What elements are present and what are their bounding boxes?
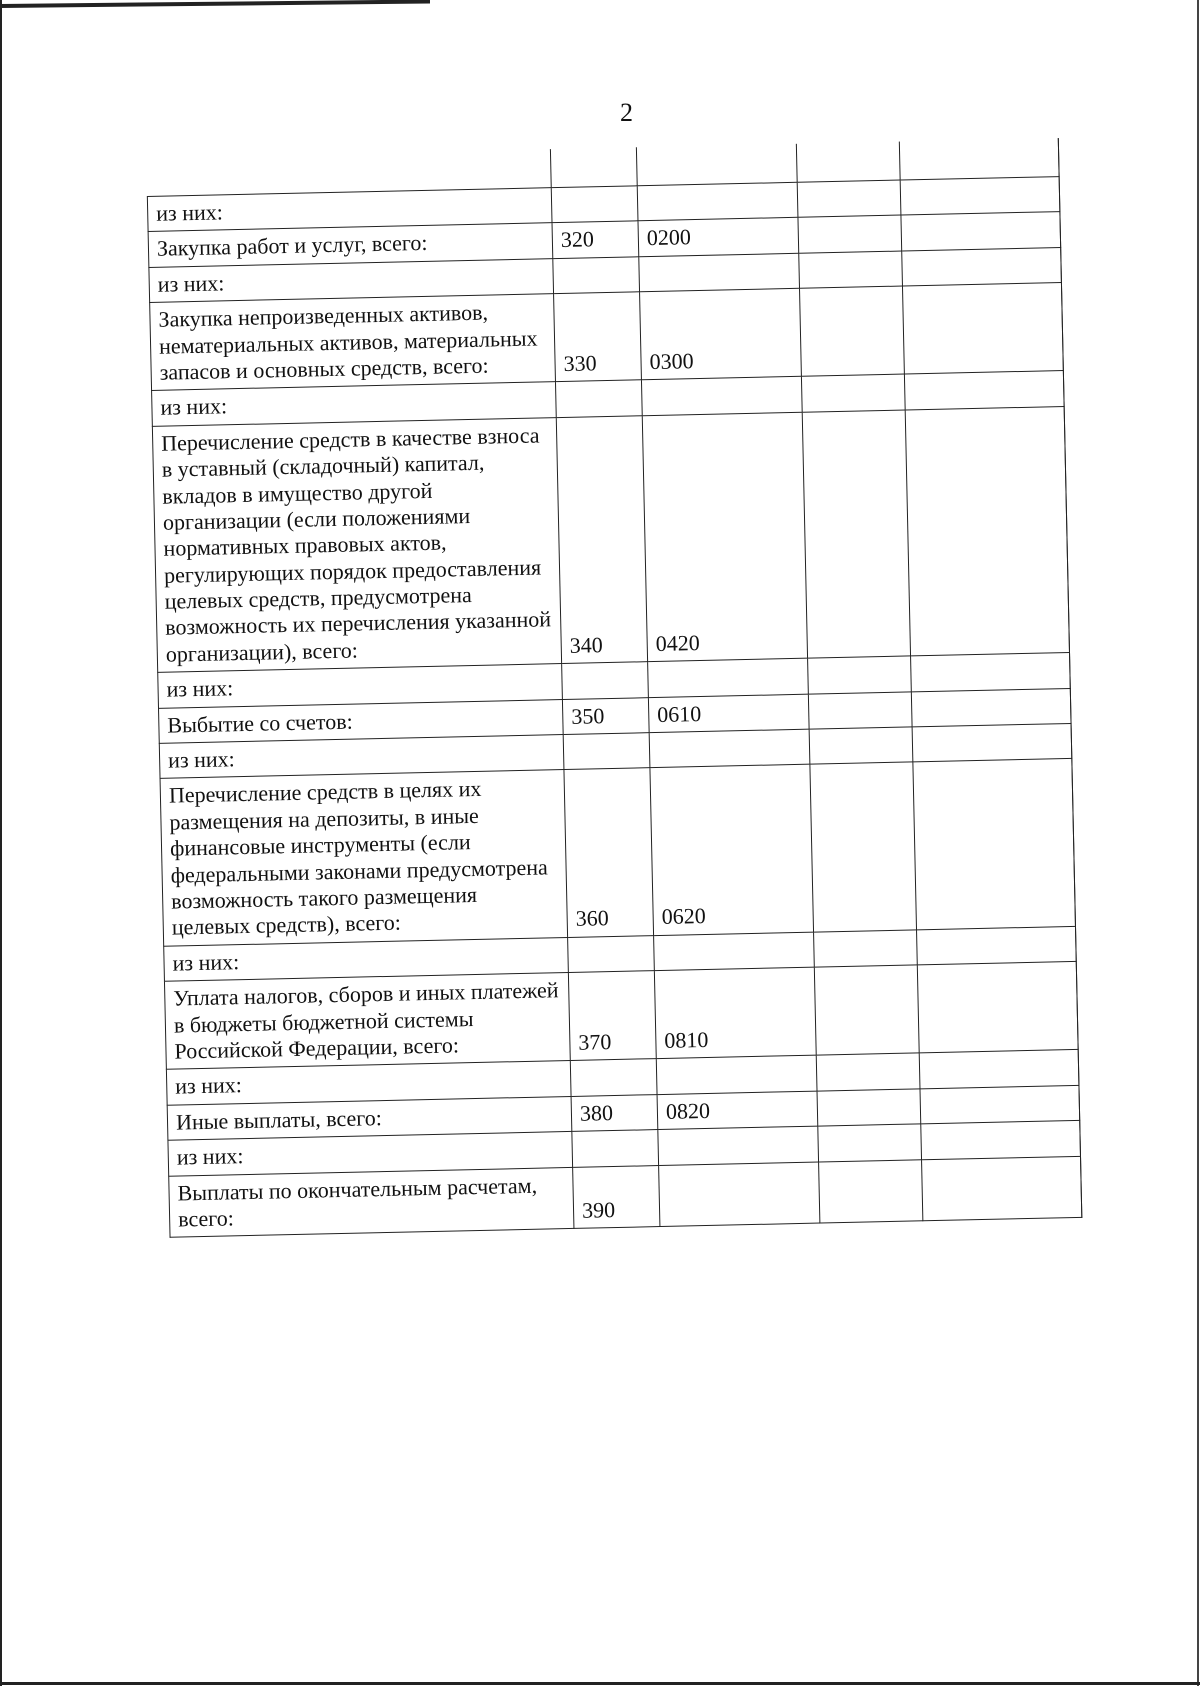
row-classifier-code: 0810 xyxy=(654,967,816,1059)
row-line-code xyxy=(551,186,638,223)
scan-edge-left xyxy=(0,0,2,1686)
report-table xyxy=(146,138,1082,1238)
row-line-code: 360 xyxy=(564,768,654,937)
row-line-code xyxy=(568,935,655,972)
row-line-code: 390 xyxy=(573,1165,660,1229)
scan-edge-bottom xyxy=(0,1682,1200,1685)
row-amount-cell xyxy=(913,759,1076,930)
row-classifier-code xyxy=(656,1055,817,1094)
table-cell-line xyxy=(550,147,637,187)
row-amount-cell xyxy=(818,1124,922,1162)
row-amount-cell xyxy=(809,727,913,765)
row-amount-cell xyxy=(901,212,1061,251)
row-amount-cell xyxy=(919,1050,1079,1089)
table-cell-code xyxy=(636,144,797,186)
row-name: из них: xyxy=(149,258,554,302)
row-classifier-code: 0300 xyxy=(640,288,802,380)
row-amount-cell xyxy=(917,962,1078,1054)
row-name: Перечисление средств в качестве взноса в уставный (складочный) капитал, вкладов в имущество другой организации (если положениями нормативных правовых актов, регулирующих порядок предоставления целевых средств, предусмотрена возможность их перечисления указанной организации), всего: xyxy=(152,417,561,672)
row-line-code: 320 xyxy=(552,221,639,258)
row-amount-cell xyxy=(817,1089,921,1127)
row-amount-cell xyxy=(921,1120,1081,1159)
row-name: Закупка работ и услуг, всего: xyxy=(148,223,553,267)
row-line-code: 340 xyxy=(556,415,647,663)
row-amount-cell xyxy=(905,406,1069,656)
row-classifier-code: 0820 xyxy=(657,1091,818,1130)
row-name: Выбытие со счетов: xyxy=(159,699,564,743)
row-name: Иные выплаты, всего: xyxy=(167,1096,572,1140)
row-name: Закупка непроизведенных активов, нематериальных активов, материальных запасов и основных средств, всего: xyxy=(150,294,556,391)
scan-edge-top xyxy=(0,0,430,8)
row-amount-cell xyxy=(902,283,1063,375)
row-classifier-code xyxy=(649,729,810,768)
row-line-code: 350 xyxy=(562,697,649,734)
row-classifier-code: 0610 xyxy=(648,694,809,733)
row-amount-cell xyxy=(814,965,919,1055)
row-classifier-code: 0420 xyxy=(642,412,807,662)
scan-edge-right xyxy=(1197,0,1199,1686)
row-classifier-code xyxy=(648,658,809,697)
row-classifier-code xyxy=(658,1126,819,1165)
table-cell-empty xyxy=(899,138,1059,180)
row-amount-cell xyxy=(810,762,917,932)
row-amount-cell xyxy=(801,374,905,412)
row-amount-cell xyxy=(799,251,903,289)
row-amount-cell xyxy=(814,930,918,968)
row-amount-cell xyxy=(904,371,1064,410)
row-line-code xyxy=(570,1059,657,1096)
table-cell-empty xyxy=(796,142,900,183)
row-amount-cell xyxy=(800,286,905,376)
table-row xyxy=(152,406,1069,672)
row-line-code xyxy=(555,380,642,417)
row-amount-cell xyxy=(911,653,1071,692)
row-line-code xyxy=(563,733,650,770)
row-name: Уплата налогов, сборов и иных платежей в бюджеты бюджетной системы Российской Федерации, всего: xyxy=(164,973,570,1070)
row-line-code xyxy=(553,257,640,294)
row-name: из них: xyxy=(164,937,569,981)
table-row xyxy=(160,759,1075,946)
row-classifier-code: 0200 xyxy=(638,218,799,257)
row-amount-cell xyxy=(912,723,1072,762)
row-name: из них: xyxy=(166,1061,571,1105)
row-classifier-code: 0620 xyxy=(650,765,814,936)
row-amount-cell xyxy=(819,1159,923,1223)
row-name: из них: xyxy=(152,382,557,426)
row-name: из них: xyxy=(158,664,563,708)
row-amount-cell xyxy=(808,692,912,730)
row-amount-cell xyxy=(802,410,910,659)
row-amount-cell xyxy=(797,180,901,218)
row-amount-cell xyxy=(902,247,1062,286)
row-classifier-code xyxy=(639,253,800,292)
row-line-code xyxy=(572,1130,659,1167)
row-amount-cell xyxy=(808,656,912,694)
row-classifier-code xyxy=(659,1162,820,1227)
row-amount-cell xyxy=(920,1085,1080,1124)
row-name: из них: xyxy=(147,188,552,232)
row-amount-cell xyxy=(816,1053,920,1091)
row-line-code: 380 xyxy=(571,1094,658,1131)
row-classifier-code xyxy=(637,182,798,221)
row-amount-cell xyxy=(900,177,1060,216)
row-amount-cell xyxy=(917,926,1077,965)
report-sheet xyxy=(146,138,1081,1238)
row-amount-cell xyxy=(922,1156,1082,1221)
report-table-body xyxy=(146,138,1081,1237)
row-amount-cell xyxy=(911,688,1071,727)
row-line-code xyxy=(562,662,649,699)
row-line-code: 370 xyxy=(568,971,656,1061)
row-name: Перечисление средств в целях их размещения на депозиты, в иные финансовые инструменты (если федеральными законами предусмотрена возможность такого размещения целевых средств), всего: xyxy=(160,770,568,946)
page-number: 2 xyxy=(620,98,633,127)
row-classifier-code xyxy=(654,932,815,971)
row-line-code: 330 xyxy=(554,292,642,382)
row-name: из них: xyxy=(168,1132,573,1176)
row-classifier-code xyxy=(641,377,802,416)
row-name: Выплаты по окончательным расчетам, всего: xyxy=(169,1167,574,1238)
row-amount-cell xyxy=(798,215,902,253)
row-name: из них: xyxy=(159,735,564,779)
